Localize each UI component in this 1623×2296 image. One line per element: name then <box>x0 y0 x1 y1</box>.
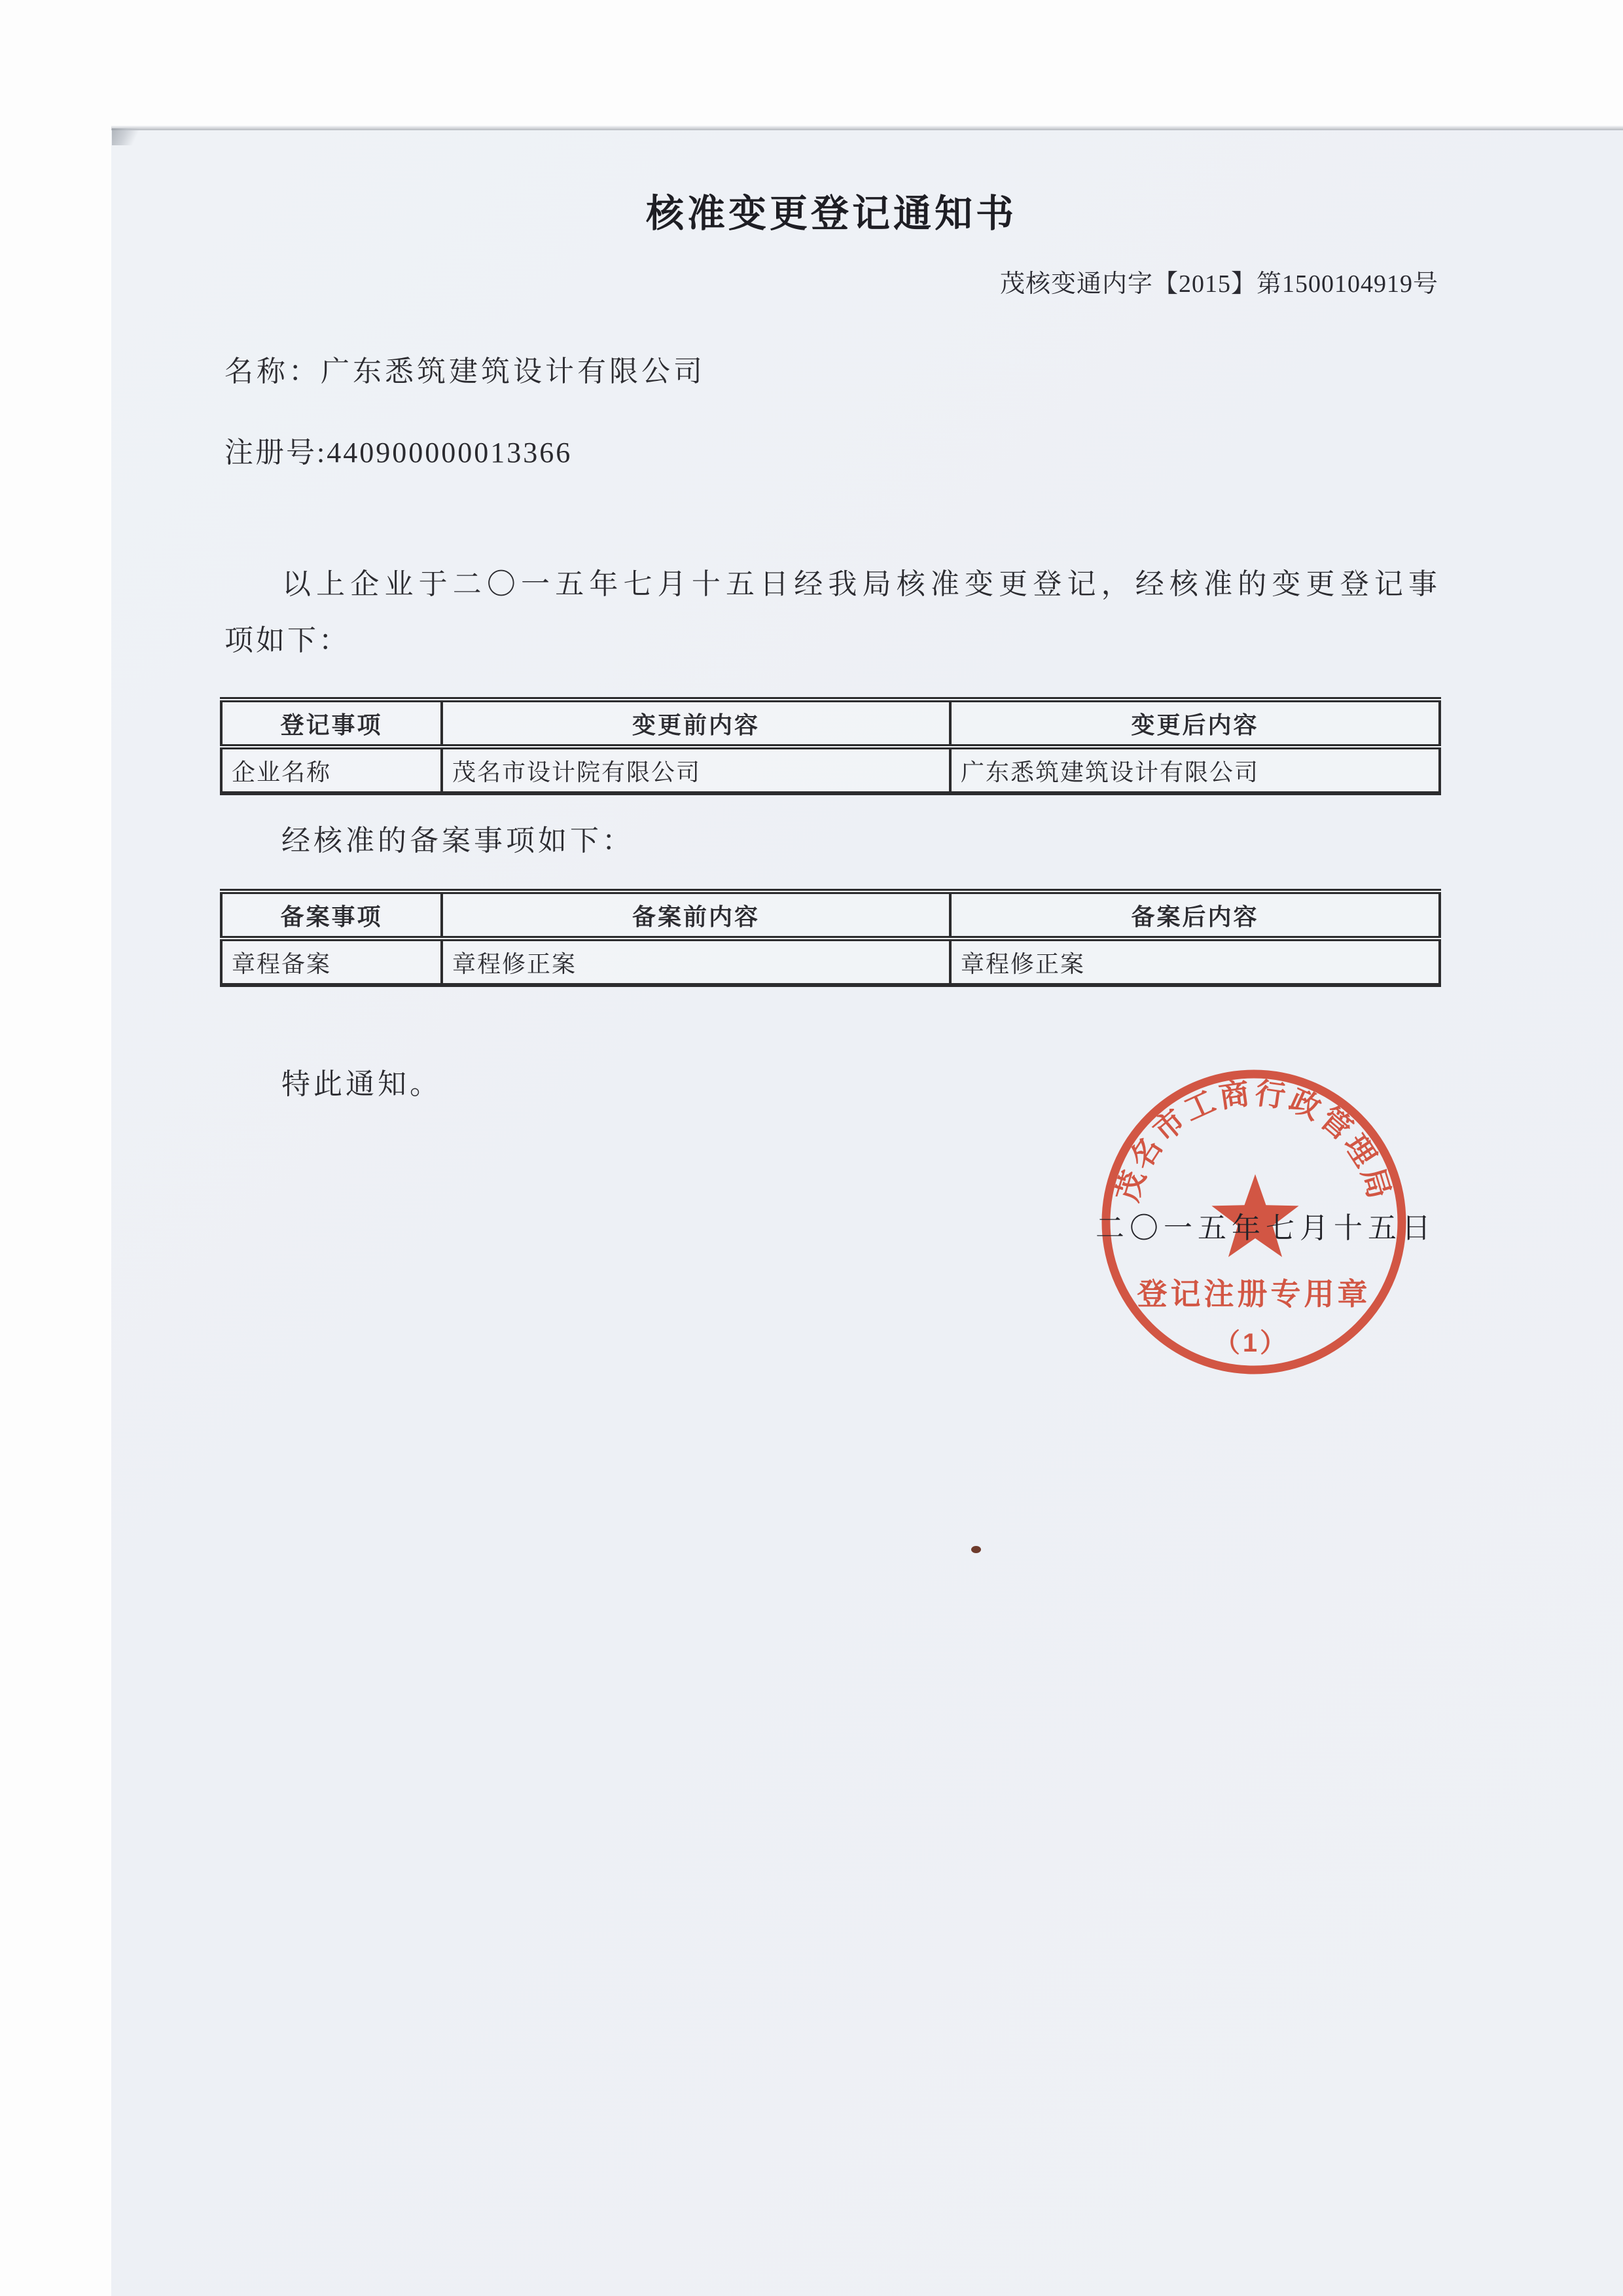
table-header-cell: 备案事项 <box>221 891 442 939</box>
paper-top-edge-shadow <box>111 126 1623 130</box>
table-cell: 章程修正案 <box>442 939 950 985</box>
stamp-subtitle-text: 登记注册专用章 <box>1137 1277 1371 1311</box>
table-header-cell: 登记事项 <box>221 700 442 747</box>
scan-corner-smudge <box>112 128 142 145</box>
table-cell: 茂名市设计院有限公司 <box>442 747 950 793</box>
regno-label: 注册号: <box>224 437 327 469</box>
table-row <box>221 747 1440 793</box>
table-header-row <box>221 700 1440 747</box>
table-header-cell: 变更后内容 <box>950 700 1440 747</box>
stamp-arc-text: 茂名市工商行政管理局 <box>1110 1075 1398 1206</box>
filing-intro-line: 经核准的备案事项如下： <box>281 825 634 857</box>
table-row <box>221 939 1440 985</box>
regno-value: 440900000013366 <box>327 437 573 469</box>
table-cell: 章程修正案 <box>950 939 1440 985</box>
filing-table <box>220 889 1441 987</box>
registration-number-line <box>224 437 572 469</box>
table-cell: 广东悉筑建筑设计有限公司 <box>950 747 1440 793</box>
name-value: 广东悉筑建筑设计有限公司 <box>321 355 705 387</box>
table-cell: 企业名称 <box>221 747 442 793</box>
table-header-cell: 备案前内容 <box>442 891 950 939</box>
company-name-line <box>224 355 705 388</box>
closing-line: 特此通知。 <box>281 1068 442 1100</box>
table-cell: 章程备案 <box>221 939 442 985</box>
table-header-cell: 备案后内容 <box>950 891 1440 939</box>
table-header-row <box>221 891 1440 939</box>
stamp-number-text: （1） <box>1213 1329 1289 1357</box>
intro-paragraph-line1: 以上企业于二〇一五年七月十五日经我局核准变更登记，经核准的变更登记事 <box>282 568 1438 600</box>
table-header-cell: 变更前内容 <box>442 700 950 747</box>
name-label: 名称： <box>224 355 321 387</box>
scan-speck <box>971 1546 981 1553</box>
document-title: 核准变更登记通知书 <box>645 192 1017 235</box>
reference-number: 茂核变通内字【2015】第1500104919号 <box>999 270 1438 298</box>
change-registration-table <box>220 697 1441 795</box>
intro-paragraph-line2: 项如下： <box>224 624 350 656</box>
issue-date: 二〇一五年七月十五日 <box>1096 1212 1436 1244</box>
